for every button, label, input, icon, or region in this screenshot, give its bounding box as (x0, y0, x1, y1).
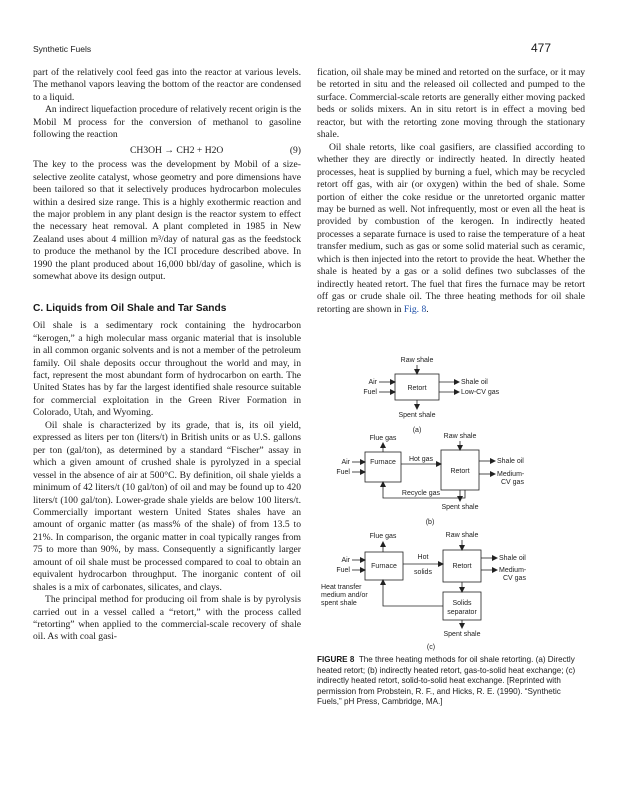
label-cv-gas-b: CV gas (501, 479, 524, 486)
paragraph: The key to the process was the development by Mobil of a size-selective zeolite catalyst, whose geometry and pore dimensions have been tailored so that it selectively produces hydrocarbon molecules within a desired size range. This is a highly exothermic reaction and the major problem in any plant design is the reactor system to effect the necessary heat removal. A plant completed in 1985 in New Zealand uses about 4 million m³/day of natural gas as the feedstock to produce the methanol by the ICI procedure described above. In 1990 the plant produced about 16,000 bbl/day of gasoline, which is somewhat above its design output. (33, 159, 301, 283)
label-fuel-b: Fuel (336, 469, 350, 476)
paragraph: Oil shale is a sedimentary rock containing the hydrocarbon “kerogen,” a high molecular mass organic material that is insoluble in all common organic solvents and is not a member of the petroleum family. Oil shale deposits occur throughout the world and may, in fact, represent the most abundant form of hydrocarbon on earth. The United States has by far the largest identified shale resource suitable for commercial exploitation in the Green River Formation in Colorado, Utah, and Wyoming. (33, 320, 301, 419)
label-b: (b) (425, 519, 435, 526)
label-medium-c: Medium- (499, 567, 527, 574)
left-column (33, 67, 301, 644)
paragraph (317, 142, 585, 316)
label-medium-b: Medium- (497, 471, 525, 478)
paragraph: fication, oil shale may be mined and retorted on the surface, or it may be retorted in situ and the released oil collected and pumped to the surface. Commercial-scale retorts are generally either moving packed beds or solids mixers. An in situ retort is in effect a moving bed reactor, but with the retorting zone moving through the stationary shale. (317, 67, 585, 141)
section-heading: C. Liquids from Oil Shale and Tar Sands (33, 302, 227, 314)
label-c: (c) (426, 644, 436, 651)
caption-label: FIGURE 8 (317, 655, 355, 664)
label-retort-b: Retort (450, 468, 470, 475)
running-title: Synthetic Fuels (33, 44, 92, 54)
paragraph: An indirect liquefaction procedure of relatively recent origin is the Mobil M process for the conversion of methanol to gasoline following the reaction (33, 104, 301, 141)
label-air-c: Air (341, 557, 350, 564)
label-shale-oil-a: Shale oil (461, 379, 488, 386)
label-furnace-c: Furnace (371, 563, 397, 570)
label-spent-shale-htm-c: spent shale (321, 600, 357, 607)
label-hot-gas-b: Hot gas (408, 456, 434, 463)
equation-formula: CH3OH → CH2 + H2O (130, 144, 224, 156)
paragraph: Oil shale is characterized by its grade, that is, its oil yield, expressed as liters per ton (liters/t) in British units or as U.S. gallons per ton (gal/ton), as determined by a standard “Fischer” assay in which a given amount of crushed shale is pyrolyzed in a special vessel in the absence of air at 500°C. By definition, oil shale yields a minimum of 42 liters/t (10 gal/ton) of oil and may be found up to 420 liters/t (100 gal/ton). Lower-grade shale yields are below 100 liters/t. Commercially important western United States shales have an amount of organic matter (as mass% of the shale) of from 13.5 to 21%. In comparison, the organic matter in coal typically ranges from 75 to more than 90%, by mass. Consequently a significantly larger amount of oil shale must be processed compared to coal to obtain an equivalent hydrocarbon throughput. The inorganic content of oil shales is a mix of carbonates, silicates, and clays. (33, 419, 301, 593)
label-solids-c: solids (414, 569, 432, 576)
furnace-box-b (365, 452, 401, 482)
label-low-cv-gas-a: Low-CV gas (461, 389, 500, 396)
figure-8 (317, 352, 585, 652)
label-solids-sep-c: Solids (452, 600, 472, 607)
label-air-a: Air (368, 379, 377, 386)
label-cv-gas-c: CV gas (503, 575, 526, 582)
paragraph-text: Oil shale retorts, like coal gasifiers, are classified according to whether they are directly or indirectly heated. In directly heated processes, heat is supplied by burning a fuel, which may be recycled retort off gas, with air (or oxygen) within the bed of shale. Some portion of either the coke residue or the unretorted organic matter may be burned as well. Not infrequently, most or even all the heat is provided by combustion of the kerogen. In indirectly heated processes a separate furnace is used to raise the temperature of a heat transfer medium, such as gas or some solid material such as ceramic, which is then injected into the retort to provide the heat. Whether the shale is heated by a gas or a solid defines two subclasses of the indirectly heated retort. The fuel that fires the furnace may be retort off gas or crude shale oil. The three heating methods for oil shale retorting are shown in (317, 141, 585, 315)
label-flue-gas-b: Flue gas (369, 435, 397, 442)
caption-text: The three heating methods for oil shale retorting. (a) Directly heated retort; (b) indirectly heated retort, gas-to-solid heat exchange; (c) indirectly heated retort, solid-to-solid heat exchange. [Reprinted with permission from Probstein, R. F., and Hicks, R. E. (1990). “Synthetic Fuels,” pH Press, Cambridge, MA.] (317, 655, 576, 707)
process-diagrams (317, 352, 585, 652)
label-fuel-a: Fuel (363, 389, 377, 396)
label-retort-a: Retort (407, 385, 427, 392)
label-shale-oil-b: Shale oil (497, 458, 524, 465)
label-fuel-c: Fuel (336, 567, 350, 574)
equation-number: (9) (289, 144, 301, 156)
equation (33, 145, 301, 157)
label-raw-shale-c: Raw shale (445, 532, 479, 539)
label-shale-oil-c: Shale oil (499, 555, 526, 562)
label-spent-shale-b: Spent shale (441, 504, 479, 511)
label-spent-shale-a: Spent shale (398, 412, 436, 419)
label-air-b: Air (341, 459, 350, 466)
label-flue-gas-c: Flue gas (369, 533, 397, 540)
label-raw-shale-b: Raw shale (443, 433, 477, 440)
label-medium-andor-c: medium and/or (321, 592, 368, 599)
label-hot-c: Hot (417, 554, 429, 561)
page-number: 477 (531, 41, 552, 55)
figure-reference-link[interactable]: Fig. 8 (403, 303, 427, 315)
label-spent-shale-c: Spent shale (443, 631, 481, 638)
label-heat-transfer-c: Heat transfer (321, 584, 362, 591)
paragraph: The principal method for producing oil from shale is by pyrolysis carried out in a vessel called a “retort,” with the process called “retorting” when applied to the commercial-scale recovery of shale oil. As with coal gasi- (33, 594, 301, 643)
label-furnace-b: Furnace (370, 459, 396, 466)
label-separator-c: separator (447, 609, 477, 616)
label-a: (a) (412, 427, 422, 434)
paragraph-end: . (426, 303, 429, 315)
paragraph: part of the relatively cool feed gas into the reactor at various levels. The methanol vapors leaving the bottom of the reactor are condensed to a liquid. (33, 67, 301, 103)
label-raw-shale-a: Raw shale (400, 357, 434, 364)
right-column (317, 67, 585, 316)
label-recycle-gas-b: Recycle gas (401, 490, 441, 497)
figure-caption (317, 655, 585, 708)
label-retort-c: Retort (452, 563, 472, 570)
